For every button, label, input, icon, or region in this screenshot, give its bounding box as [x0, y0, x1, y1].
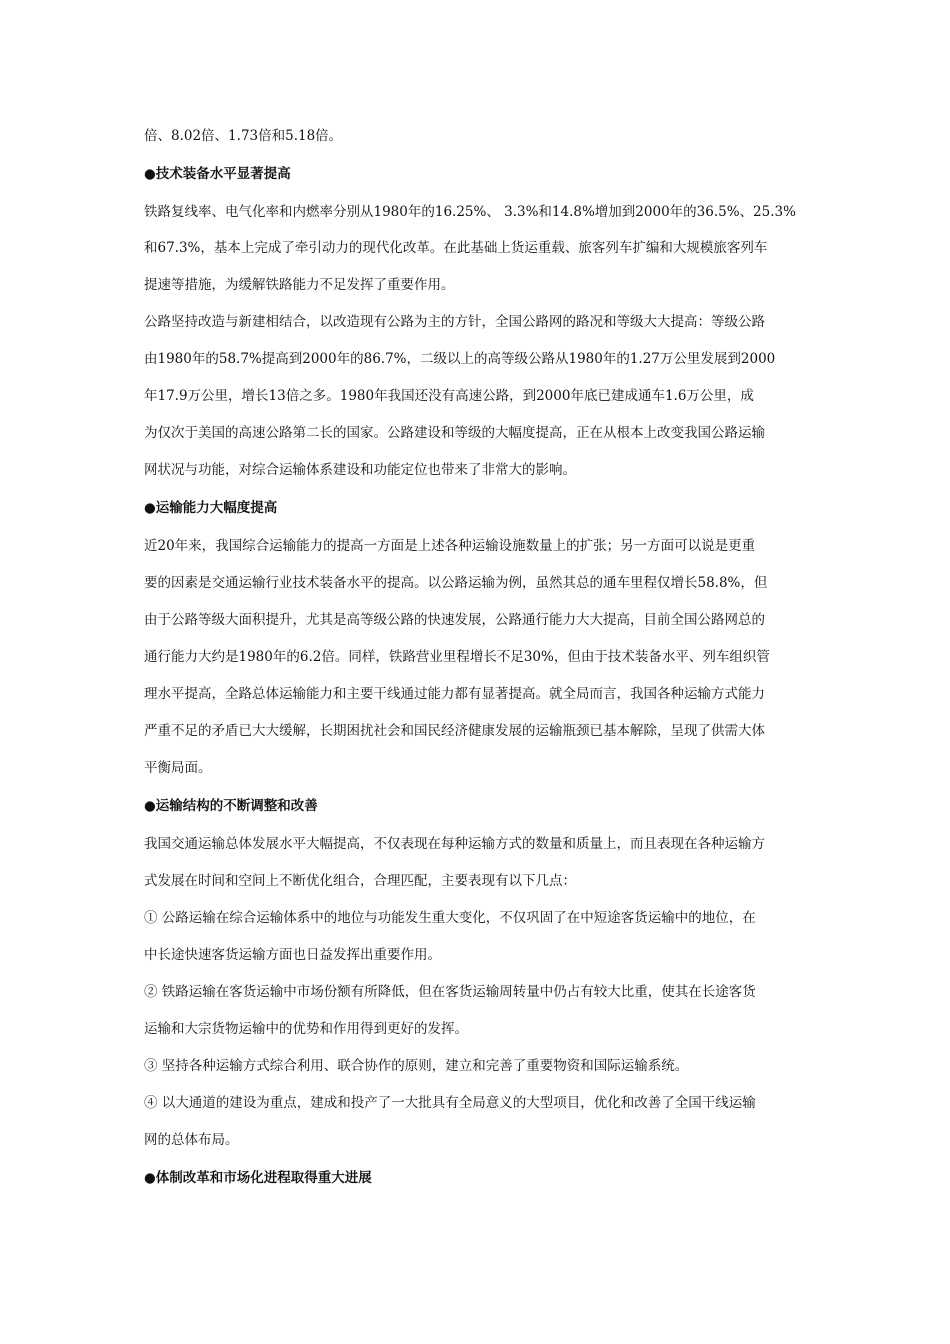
list-item-continuation: 网的总体布局。: [144, 1132, 239, 1148]
section-heading: ●运输结构的不断调整和改善: [144, 798, 318, 814]
section-heading: ●体制改革和市场化进程取得重大进展: [144, 1170, 372, 1186]
list-item: ③ 坚持各种运输方式综合利用、联合协作的原则，建立和完善了重要物资和国际运输系统。: [144, 1058, 689, 1074]
list-item: ④ 以大通道的建设为重点，建成和投产了一大批具有全局意义的大型项目，优化和改善了全国干线运输: [144, 1095, 756, 1111]
text-line: 公路坚持改造与新建相结合，以改造现有公路为主的方针，全国公路网的路况和等级大大提高：等级公路: [144, 314, 765, 330]
text-line: 由1980年的58.7%提高到2000年的86.7%，二级以上的高等级公路从1980年的1.27万公里发展到2000: [144, 351, 776, 367]
text-line: 平衡局面。: [144, 760, 212, 776]
list-item: ② 铁路运输在客货运输中市场份额有所降低，但在客货运输周转量中仍占有较大比重，使其在长途客货: [144, 984, 756, 1000]
section-heading: ●技术装备水平显著提高: [144, 166, 291, 182]
text-line: 倍、8.02倍、1.73倍和5.18倍。: [144, 128, 343, 144]
list-item-continuation: 中长途快速客货运输方面也日益发挥出重要作用。: [144, 947, 441, 963]
text-line: 网状况与功能，对综合运输体系建设和功能定位也带来了非常大的影响。: [144, 462, 576, 478]
text-line: 要的因素是交通运输行业技术装备水平的提高。以公路运输为例，虽然其总的通车里程仅增长58.8%，但: [144, 575, 768, 591]
text-line: 式发展在时间和空间上不断优化组合，合理匹配，主要表现有以下几点：: [144, 873, 576, 889]
section-heading: ●运输能力大幅度提高: [144, 500, 278, 516]
document-page: [144, 0, 806, 1344]
text-line: 通行能力大约是1980年的6.2倍。同样，铁路营业里程增长不足30%，但由于技术装备水平、列车组织管: [144, 649, 770, 665]
text-line: 近20年来，我国综合运输能力的提高一方面是上述各种运输设施数量上的扩张；另一方面可以说是更重: [144, 538, 756, 554]
text-line: 由于公路等级大面积提升，尤其是高等级公路的快速发展，公路通行能力大大提高，目前全国公路网总的: [144, 612, 765, 628]
text-line: 年17.9万公里，增长13倍之多。1980年我国还没有高速公路，到2000年底已建成通车1.6万公里，成: [144, 388, 754, 404]
text-line: 为仅次于美国的高速公路第二长的国家。公路建设和等级的大幅度提高，正在从根本上改变我国公路运输: [144, 425, 765, 441]
text-line: 我国交通运输总体发展水平大幅提高，不仅表现在每种运输方式的数量和质量上，而且表现在各种运输方: [144, 836, 765, 852]
text-line: 理水平提高，全路总体运输能力和主要干线通过能力都有显著提高。就全局而言，我国各种运输方式能力: [144, 686, 765, 702]
text-line: 严重不足的矛盾已大大缓解，长期困扰社会和国民经济健康发展的运输瓶颈已基本解除，呈现了供需大体: [144, 723, 765, 739]
text-line: 和67.3%，基本上完成了牵引动力的现代化改革。在此基础上货运重载、旅客列车扩编和大规模旅客列车: [144, 240, 768, 256]
text-line: 铁路复线率、电气化率和内燃率分别从1980年的16.25%、 3.3%和14.8%增加到2000年的36.5%、25.3%: [144, 204, 796, 220]
text-line: 提速等措施，为缓解铁路能力不足发挥了重要作用。: [144, 277, 455, 293]
list-item: ① 公路运输在综合运输体系中的地位与功能发生重大变化，不仅巩固了在中短途客货运输中的地位，在: [144, 910, 756, 926]
list-item-continuation: 运输和大宗货物运输中的优势和作用得到更好的发挥。: [144, 1021, 468, 1037]
